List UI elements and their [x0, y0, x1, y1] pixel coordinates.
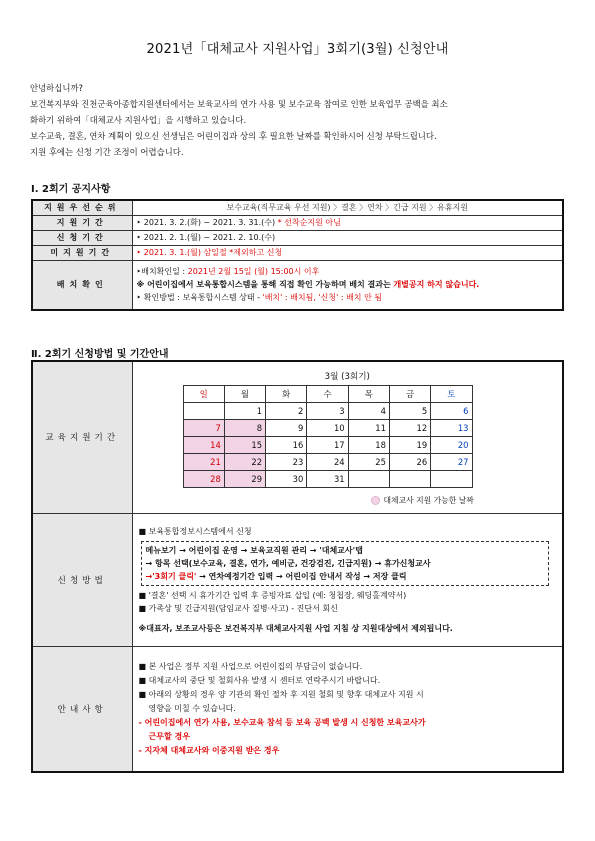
apply-method-cell [132, 513, 563, 646]
calendar-day: 5 [389, 403, 430, 420]
calendar-day [348, 471, 389, 488]
apply-step-3 [146, 570, 544, 583]
apply-period-value: 2021. 2. 1.(월) ~ 2021. 2. 10.(수) [143, 233, 276, 242]
weekday-fri: 금 [389, 386, 430, 403]
calendar-week-row [183, 403, 472, 420]
intro-line: 보수교육, 결혼, 연차 계획이 있으신 선생님은 어린이집과 상의 후 필요한 날짜를 확인하시어 신청 부탁드립니다. [30, 131, 437, 141]
confirm-method: 확인방법 : 보육통합시스템 상태 - [143, 293, 263, 303]
calendar-day [431, 471, 472, 488]
calendar-day: 20 [431, 437, 472, 454]
table-row [32, 200, 563, 215]
intro-text [30, 80, 570, 160]
priority-label: 지원우선순위 [32, 200, 132, 215]
apply-step-2: → 항목 선택(보수교육, 결혼, 연가, 예비군, 건강검진, 긴급지원) → 휴가신청교사 [145, 558, 431, 568]
calendar-day: 17 [307, 437, 348, 454]
calendar-week-row [183, 420, 472, 437]
table-row [32, 215, 563, 230]
calendar-day: 26 [389, 454, 430, 471]
apply-step-3-rest: → 연차예정기간 입력 → 어린이집 안내서 작성 → 저장 클릭 [196, 571, 407, 581]
intro-line: 보건복지부와 진천군육아종합지원센터에서는 보육교사의 연가 사용 및 보수교육 참여로 인한 보육업무 공백을 최소 [30, 99, 448, 109]
weekday-wed: 수 [307, 386, 348, 403]
legend-swatch-icon [371, 496, 380, 505]
calendar-day: 18 [348, 437, 389, 454]
notice-table [31, 199, 564, 311]
calendar-day: 1 [224, 403, 265, 420]
nosupport-cell: ‣ 2021. 3. 1.(월) 삼일절 *제외하고 신청 [132, 245, 563, 260]
calendar-title: 3월 (3회기) [324, 372, 370, 383]
confirm-line-2 [137, 278, 559, 291]
edu-period-label: 교육지원기간 [32, 361, 132, 513]
confirm-line-1: ‣배치확인일 : 2021년 2월 15일 (월) 15:00시 이후 [136, 267, 320, 277]
calendar-day: 23 [266, 454, 307, 471]
weekday-mon: 월 [224, 386, 265, 403]
calendar-day: 6 [431, 403, 472, 420]
nosupport-label: 미지원기간 [32, 245, 132, 260]
calendar-day: 19 [389, 437, 430, 454]
calendar-day: 2 [266, 403, 307, 420]
apply-step-3-emphasis: →'3회기 클릭' [145, 571, 197, 581]
guide-line-1: ■ 본 사업은 정부 지원 사업으로 어린이집의 부담금이 없습니다. [138, 661, 363, 671]
intro-line: 안녕하십니까? [30, 83, 83, 93]
calendar-day: 22 [224, 454, 265, 471]
table-row [32, 646, 563, 772]
page-title: 2021년「대체교사 지원사업」3회기(3월) 신청안내 [146, 42, 449, 57]
guide-line-4b: 근무할 경우 [148, 731, 190, 741]
confirm-note: ※ 어린이집에서 보육통합시스템을 통해 직접 확인 가능하며 배치 결과는 [136, 280, 394, 290]
table-row [32, 513, 563, 646]
guide-line-4: - 어린이집에서 연가 사용, 보수교육 참석 등 보육 공백 발생 시 신청한 보육교사가 [138, 717, 426, 727]
table-row [32, 230, 563, 245]
calendar-day: 3 [307, 403, 348, 420]
period-note: * 선착순지원 아님 [277, 218, 341, 227]
priority-value: 보수교육(직무교육 우선 지원) 〉결혼 〉연차 〉긴급 지원 〉유휴지원 [132, 200, 563, 215]
table-row [32, 361, 563, 513]
calendar-legend [371, 495, 557, 506]
calendar-day: 27 [431, 454, 472, 471]
period-cell: ‣ 2021. 3. 2.(화) ~ 2021. 3. 31.(수) * 선착순지원 아님 [132, 215, 563, 230]
calendar-day: 13 [431, 420, 472, 437]
calendar [183, 385, 473, 488]
calendar-day: 8 [224, 420, 265, 437]
calendar-day: 31 [307, 471, 348, 488]
apply-period-cell: ‣ 2021. 2. 1.(월) ~ 2021. 2. 10.(수) [132, 230, 563, 245]
calendar-week-row [183, 454, 472, 471]
calendar-day: 15 [224, 437, 265, 454]
legend-label: 대체교사 지원 가능한 날짜 [383, 496, 474, 506]
weekday-thu: 목 [348, 386, 389, 403]
period-label: 지원기간 [32, 215, 132, 230]
table-row [32, 245, 563, 260]
calendar-day: 29 [224, 471, 265, 488]
guide-label: 안내사항 [32, 646, 132, 772]
calendar-cell [132, 361, 563, 513]
guide-line-5: - 지자체 대체교사와 이중지원 받은 경우 [138, 745, 280, 755]
confirm-note-emphasis: 개별공지 하지 않습니다. [393, 280, 480, 290]
confirm-method-status: '배치' : 배치됨, '신청' : 배치 안 됨 [262, 293, 383, 303]
calendar-day: 11 [348, 420, 389, 437]
confirm-label: 배치확인 [32, 260, 132, 310]
calendar-day: 28 [183, 471, 224, 488]
apply-period-label: 신청기간 [32, 230, 132, 245]
guide-cell [132, 646, 563, 772]
confirm-date-label: 배치확인일 : [141, 267, 188, 277]
calendar-day: 30 [266, 471, 307, 488]
apply-method-label: 신청방법 [32, 513, 132, 646]
intro-line: 화하기 위하여「대체교사 지원사업」을 시행하고 있습니다. [30, 115, 247, 125]
calendar-day: 10 [307, 420, 348, 437]
intro-line: 지원 후에는 신청 기간 조정이 어렵습니다. [30, 147, 184, 157]
apply-line-1: ■ 보육통합정보시스템에서 신청 [138, 526, 252, 536]
apply-line-2: ■ '결혼' 선택 시 휴가기간 입력 후 증빙자료 삽입 (예: 청첩장, 웨딩홀계약서) [138, 590, 407, 600]
calendar-day: 7 [183, 420, 224, 437]
calendar-day: 4 [348, 403, 389, 420]
table-row [32, 260, 563, 310]
calendar-week-row [183, 471, 472, 488]
weekday-sun: 일 [183, 386, 224, 403]
guide-line-3b: 영향을 미칠 수 있습니다. [148, 703, 236, 713]
calendar-day: 16 [266, 437, 307, 454]
section1-heading: Ⅰ. 2회기 공지사항 [31, 184, 111, 195]
guide-line-3: ■ 아래의 상황의 경우 양 기관의 확인 절차 후 지원 철회 및 향후 대체교사 지원 시 [138, 689, 424, 699]
calendar-day: 25 [348, 454, 389, 471]
confirm-cell [132, 260, 563, 310]
apply-note: ※대표자, 보조교사등은 보건복지부 대체교사지원 사업 지침 상 지원대상에서 제외됩니다. [138, 623, 453, 633]
calendar-day [389, 471, 430, 488]
calendar-day: 14 [183, 437, 224, 454]
nosupport-value: 2021. 3. 1.(월) 삼일절 *제외하고 신청 [143, 248, 283, 257]
apply-steps-box [141, 541, 549, 586]
calendar-week-row [183, 437, 472, 454]
apply-step-1: 메뉴보기 → 어린이집 운영 → 보육교직원 관리 → '대체교사'탭 [145, 545, 363, 555]
confirm-line-3: ‣ 확인방법 : 보육통합시스템 상태 - '배치' : 배치됨, '신청' : 배치 안 됨 [136, 293, 383, 303]
confirm-date: 2021년 2월 15일 (월) 15:00시 이후 [187, 267, 320, 277]
calendar-day: 21 [183, 454, 224, 471]
guide-line-2: ■ 대체교사의 중단 및 철회사유 발생 시 센터로 연락주시기 바랍니다. [138, 675, 381, 685]
weekday-tue: 화 [266, 386, 307, 403]
apply-line-3: ■ 가족상 및 긴급지원(담임교사 질병·사고) - 진단서 회신 [138, 603, 338, 613]
calendar-day [183, 403, 224, 420]
calendar-weekday-row [183, 386, 472, 403]
calendar-day: 9 [266, 420, 307, 437]
calendar-day: 24 [307, 454, 348, 471]
application-table [31, 360, 564, 773]
calendar-day: 12 [389, 420, 430, 437]
weekday-sat: 토 [431, 386, 472, 403]
section2-heading: Ⅱ. 2회기 신청방법 및 기간안내 [31, 349, 169, 360]
period-value: 2021. 3. 2.(화) ~ 2021. 3. 31.(수) [143, 218, 276, 227]
